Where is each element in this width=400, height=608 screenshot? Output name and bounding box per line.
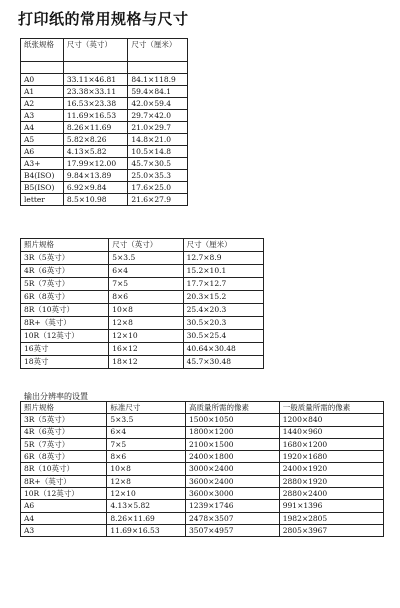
table-cell: 6×4 [107,426,186,438]
table-cell: 12×8 [107,475,186,487]
resolution-table-body [21,402,384,537]
table-cell: 10×8 [109,304,183,317]
table-cell: 30.5×25.4 [183,330,263,343]
header-cell: 尺寸（英寸） [109,239,183,252]
table-cell: 14.8×21.0 [128,134,188,146]
header-cell: 标准尺寸 [107,402,186,414]
table-row [21,265,264,278]
table-cell: 20.3×15.2 [183,291,263,304]
table-cell: 1239×1746 [186,500,280,512]
header-cell: 照片规格 [21,239,109,252]
table-cell: 8R（10英寸） [21,463,107,475]
table-cell: 1500×1050 [186,414,280,426]
table-row [21,475,384,487]
table-row [21,463,384,475]
table-cell: 8R（10英寸） [21,304,109,317]
table-row [21,98,188,110]
table-cell: 3R（5英寸） [21,252,109,265]
table-cell: A1 [21,86,64,98]
table-cell: 1200×840 [279,414,383,426]
table-row [21,524,384,536]
paper-size-table [20,38,188,206]
table-cell: 17.7×12.7 [183,278,263,291]
header-cell: 纸张规格 [21,39,64,62]
table-cell: 12×8 [109,317,183,330]
table-row [21,146,188,158]
table-row [21,330,264,343]
table-cell: 6.92×9.84 [63,182,127,194]
table-row [21,122,188,134]
table-cell: 5.82×8.26 [63,134,127,146]
table-cell: A4 [21,512,107,524]
table-cell: 29.7×42.0 [128,110,188,122]
table-cell: 15.2×10.1 [183,265,263,278]
header-cell: 照片规格 [21,402,107,414]
table-cell: 1982×2805 [279,512,383,524]
table-cell: 40.64×30.48 [183,343,263,356]
table-row [21,278,264,291]
table-row [21,451,384,463]
table-cell: 1440×960 [279,426,383,438]
table-cell: 17.99×12.00 [63,158,127,170]
table-cell: 21.6×27.9 [128,194,188,206]
table-cell: 10×8 [107,463,186,475]
table-cell: 4.13×5.82 [107,500,186,512]
table-row [21,512,384,524]
header-cell: 尺寸（厘米） [128,39,188,62]
table-cell: 1680×1200 [279,438,383,450]
table-cell: 991×1396 [279,500,383,512]
table-row [21,426,384,438]
table-header-row [21,402,384,414]
table-cell: 18×12 [109,356,183,369]
table-cell: 59.4×84.1 [128,86,188,98]
table-row [21,158,188,170]
table-cell: 6R（8英寸） [21,451,107,463]
table-row [21,438,384,450]
table-row [21,194,188,206]
table-cell: 30.5×20.3 [183,317,263,330]
table-cell: letter [21,194,64,206]
table-row [21,500,384,512]
table-header-row [21,239,264,252]
table-cell: 33.11×46.81 [63,74,127,86]
table-cell: 6×4 [109,265,183,278]
header-cell: 尺寸（英寸） [63,39,127,62]
table-cell: 12×10 [109,330,183,343]
table-cell: 12.7×8.9 [183,252,263,265]
paper-size-table-body [21,39,188,206]
table-cell: 2880×1920 [279,475,383,487]
header-cell: 尺寸（厘米） [183,239,263,252]
table-cell: 3600×2400 [186,475,280,487]
table-cell: 2400×1920 [279,463,383,475]
table-row [21,343,264,356]
table-cell: 5R（7英寸） [21,438,107,450]
table-cell: 10R（12英寸） [21,488,107,500]
table-cell: A6 [21,146,64,158]
table-cell: 10.5×14.8 [128,146,188,158]
table-cell: 21.0×29.7 [128,122,188,134]
table-cell: 8×6 [109,291,183,304]
table-cell: 5×3.5 [107,414,186,426]
resolution-table [20,401,384,537]
table-cell: 8R+（英寸） [21,475,107,487]
page-title: 打印纸的常用规格与尺寸 [18,10,189,28]
blank-row [21,62,188,74]
table-cell: 8.26×11.69 [63,122,127,134]
table-cell: 3600×3000 [186,488,280,500]
table-cell: 1920×1680 [279,451,383,463]
table-cell: A5 [21,134,64,146]
table-cell: 8.5×10.98 [63,194,127,206]
table-cell: 25.4×20.3 [183,304,263,317]
table-cell: 2100×1500 [186,438,280,450]
table-row [21,134,188,146]
table-cell: 7×5 [107,438,186,450]
table-row [21,317,264,330]
table-cell: 11.69×16.53 [63,110,127,122]
table-cell: B4(ISO) [21,170,64,182]
table-cell: 45.7×30.5 [128,158,188,170]
table-cell: A3+ [21,158,64,170]
table-cell: 3507×4957 [186,524,280,536]
table-row [21,110,188,122]
table-cell: 9.84×13.89 [63,170,127,182]
table-row [21,74,188,86]
table-cell: 16英寸 [21,343,109,356]
table-row [21,414,384,426]
table-row [21,488,384,500]
table-cell: 45.7×30.48 [183,356,263,369]
table-cell: 10R（12英寸） [21,330,109,343]
table-cell: 7×5 [109,278,183,291]
table-cell: 17.6×25.0 [128,182,188,194]
table-cell: A4 [21,122,64,134]
table-cell: 3000×2400 [186,463,280,475]
table-row [21,304,264,317]
table-cell: A0 [21,74,64,86]
table-cell: 42.0×59.4 [128,98,188,110]
header-cell: 一般质量所需的像素 [279,402,383,414]
table-row [21,170,188,182]
table-cell: 2880×2400 [279,488,383,500]
header-cell: 高质量所需的像素 [186,402,280,414]
table-cell: 2805×3967 [279,524,383,536]
table-cell: 5×3.5 [109,252,183,265]
table-row [21,86,188,98]
table-cell: 4R（6英寸） [21,265,109,278]
table-cell: 11.69×16.53 [107,524,186,536]
photo-size-table [20,238,264,369]
table-row [21,182,188,194]
table-header-row [21,39,188,62]
table-cell: 2478×3507 [186,512,280,524]
table-cell: 4.13×5.82 [63,146,127,158]
table-cell: 1800×1200 [186,426,280,438]
table-cell: 84.1×118.9 [128,74,188,86]
table-cell: 3R（5英寸） [21,414,107,426]
table-cell: 25.0×35.3 [128,170,188,182]
table-cell: 6R（8英寸） [21,291,109,304]
table-cell: 8×6 [107,451,186,463]
table-cell: A3 [21,110,64,122]
table-cell: 5R（7英寸） [21,278,109,291]
table-row [21,356,264,369]
table-cell: 2400×1800 [186,451,280,463]
resolution-table-caption: 输出分辨率的设置 [24,392,88,401]
table-cell: 18英寸 [21,356,109,369]
table-cell: 8R+（英寸） [21,317,109,330]
table-cell: 16.53×23.38 [63,98,127,110]
table-cell: 4R（6英寸） [21,426,107,438]
table-cell: 8.26×11.69 [107,512,186,524]
table-cell: 16×12 [109,343,183,356]
photo-size-table-body [21,239,264,369]
table-cell: A3 [21,524,107,536]
table-cell: 12×10 [107,488,186,500]
table-row [21,252,264,265]
table-cell: B5(ISO) [21,182,64,194]
table-cell: A6 [21,500,107,512]
table-row [21,291,264,304]
table-cell: 23.38×33.11 [63,86,127,98]
table-cell: A2 [21,98,64,110]
